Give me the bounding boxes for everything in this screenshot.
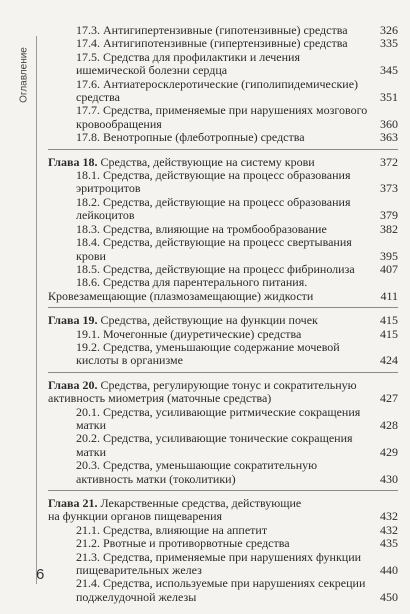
entry-text: 17.4. Антигипотензивные (гипертензивные) средства [76,36,348,51]
entry-page-number: 424 [380,353,398,368]
entry-title [48,379,372,406]
entry-text: 20.2. Средства, усиливающие тонические сокращения [76,431,353,446]
toc-section-entry[interactable] [48,432,398,459]
entry-title [48,78,372,105]
entry-title-line [76,577,372,590]
entry-page-number: 379 [380,208,398,223]
toc-section-entry[interactable] [48,236,398,263]
toc-section-entry[interactable] [48,51,398,78]
entry-title [48,131,372,144]
toc-section-entry[interactable] [48,524,398,537]
entry-text: 21.3. Средства, применяемые при нарушениях функции [76,549,362,564]
toc-group [48,314,398,373]
entry-title-line [76,276,372,289]
entry-title-line [76,209,372,222]
toc-group [48,379,398,491]
entry-title-line [48,314,372,327]
entry-title-line [76,118,372,131]
entry-title-line [76,341,372,354]
entry-page-number: 373 [380,181,398,196]
entry-title [48,276,372,289]
entry-title-line [48,497,372,510]
entry-title [48,37,372,50]
entry-title-line [48,156,372,169]
entry-page-number: 435 [380,536,398,551]
entry-title-line [76,537,372,550]
entry-page-number: 411 [380,288,398,303]
entry-page-number: 415 [380,326,398,341]
toc-section-entry[interactable] [48,223,398,236]
entry-title [48,459,372,486]
toc-chapter-entry[interactable] [48,156,398,169]
entry-title [48,497,372,524]
entry-page-number: 440 [380,563,398,578]
entry-title-line [48,379,372,392]
entry-text: 18.3. Средства, влияющие на тромбообразование [76,221,327,236]
entry-page-number: 415 [380,313,398,328]
toc-chapter-entry[interactable] [48,379,398,406]
toc-section-entry[interactable] [48,341,398,368]
chapter-label: Глава 20. [48,377,98,392]
chapter-label: Глава 18. [48,154,98,169]
toc-section-entry[interactable] [48,537,398,550]
entry-text: средства [76,90,121,105]
entry-title [48,156,372,169]
toc-section-entry[interactable] [48,24,398,37]
entry-title-line [76,51,372,64]
entry-title [48,169,372,196]
entry-title-line [76,564,372,577]
toc-section-entry[interactable] [48,131,398,144]
entry-text: поджелудочной железы [76,589,197,604]
entry-title-line [76,432,372,445]
toc-section-entry[interactable] [48,577,398,604]
entry-text: 18.5. Средства, действующие на процесс фибринолиза [76,261,355,276]
entry-title-line [76,591,372,604]
entry-text: 20.3. Средства, уменьшающие сократительную [76,458,318,473]
table-of-contents [48,24,398,614]
entry-text: ишемической болезни сердца [76,63,228,78]
entry-page-number: 428 [380,417,398,432]
entry-text: 21.1. Средства, влияющие на аппетит [76,522,268,537]
entry-title [48,341,372,368]
entry-text: 17.5. Средства для профилактики и лечения [76,49,300,64]
toc-section-entry[interactable] [48,459,398,486]
entry-title-line [76,328,372,341]
entry-title [48,24,372,37]
entry-text: лейкоцитов [76,208,135,223]
entry-text: матки [76,444,107,459]
entry-title-line [76,250,372,263]
entry-title-line [76,24,372,37]
entry-title-line [76,354,372,367]
toc-section-entry[interactable] [48,169,398,196]
entry-page-number: 372 [380,154,398,169]
entry-page-number: 395 [380,248,398,263]
toc-section-entry[interactable] [48,406,398,433]
toc-section-entry[interactable] [48,551,398,578]
entry-title-line [48,510,372,523]
entry-title [48,51,372,78]
entry-text: 18.1. Средства, действующие на процесс образования [76,168,351,183]
entry-title [48,104,372,131]
entry-title-line [48,290,372,303]
entry-title [48,551,372,578]
entry-text: активность миометрия (маточные средства) [48,391,272,406]
entry-text: матки [76,417,107,432]
entry-title [48,290,372,303]
entry-page-number: 429 [380,444,398,459]
entry-title-line [76,78,372,91]
toc-section-entry[interactable] [48,263,398,276]
entry-title [48,524,372,537]
entry-title-line [76,263,372,276]
entry-title-line [76,223,372,236]
entry-title [48,406,372,433]
side-tab-label: Оглавление [18,47,30,103]
entry-page-number: 345 [380,63,398,78]
entry-title-line [76,104,372,117]
entry-text: активность матки (токолитики) [76,471,236,486]
entry-title-line [76,182,372,195]
toc-section-entry[interactable] [48,78,398,105]
entry-text: пищеварительных желез [76,563,202,578]
entry-text: Лекарственные средства, действующие [100,496,302,510]
entry-title-line [76,446,372,459]
entry-text: крови [76,248,106,263]
entry-page-number: 335 [380,36,398,51]
entry-text: на функции органов пищеварения [48,509,223,524]
entry-text: кислоты в организме [76,353,183,368]
entry-page-number: 427 [380,391,398,406]
entry-title-line [76,236,372,249]
entry-text: 17.8. Венотропные (флеботропные) средства [76,130,305,145]
entry-page-number: 351 [380,90,398,105]
toc-group [48,156,398,308]
entry-title [48,328,372,341]
entry-text: кровообращения [76,116,162,131]
entry-text: Средства, регулирующие тонус и сократительную [100,377,357,392]
entry-title-line [76,406,372,419]
toc-section-entry[interactable] [48,276,398,289]
entry-text: 18.2. Средства, действующие на процесс образования [76,194,351,209]
toc-group [48,497,398,608]
entry-page-number: 432 [380,522,398,537]
entry-title [48,314,372,327]
entry-text: 19.1. Мочегонные (диуретические) средства [76,326,302,341]
entry-title [48,236,372,263]
entry-text: 19.2. Средства, уменьшающие содержание мочевой [76,339,340,354]
entry-title [48,577,372,604]
entry-text: 17.7. Средства, применяемые при нарушениях мозгового [76,103,368,118]
entry-text: Средства, действующие на систему крови [100,154,315,169]
page-number: 6 [36,566,45,583]
entry-page-number: 382 [380,221,398,236]
entry-title [48,196,372,223]
entry-title [48,537,372,550]
entry-page-number: 326 [380,23,398,37]
entry-title-line [76,37,372,50]
entry-text: 21.4. Средства, используемые при нарушениях секреции [76,576,366,591]
section-side-tab [14,40,34,110]
toc-section-entry[interactable] [48,37,398,50]
entry-text: Кровезамещающие (плазмозамещающие) жидкости [48,288,314,303]
entry-title-line [76,419,372,432]
entry-title-line [48,392,372,405]
entry-page-number: 430 [380,471,398,486]
toc-chapter-entry[interactable] [48,290,398,303]
entry-title-line [76,196,372,209]
entry-title-line [76,551,372,564]
entry-text: 17.3. Антигипертензивные (гипотензивные) средства [76,23,348,37]
entry-title-line [76,524,372,537]
entry-text: Средства, действующие на функции почек [100,313,318,328]
entry-text: 18.6. Средства для парентерального питания. [76,275,308,290]
margin-rule [36,36,37,584]
chapter-label: Глава 21. [48,496,98,510]
entry-title [48,223,372,236]
toc-section-entry[interactable] [48,196,398,223]
entry-title [48,263,372,276]
entry-page-number: 363 [380,130,398,145]
entry-text: 21.2. Рвотные и противорвотные средства [76,536,290,551]
entry-title-line [76,131,372,144]
entry-title-line [76,64,372,77]
entry-page-number: 450 [380,589,398,604]
toc-group [48,24,398,150]
entry-page-number: 360 [380,116,398,131]
entry-text: 20.1. Средства, усиливающие ритмические сокращения [76,404,361,419]
entry-title-line [76,91,372,104]
entry-text: эритроцитов [76,181,141,196]
toc-chapter-entry[interactable] [48,314,398,327]
entry-text: 17.6. Антиатеросклеротические (гиполипидемические) [76,76,359,91]
toc-section-entry[interactable] [48,328,398,341]
toc-chapter-entry[interactable] [48,497,398,524]
entry-title [48,432,372,459]
entry-title-line [76,169,372,182]
entry-page-number: 432 [380,509,398,524]
entry-title-line [76,473,372,486]
chapter-label: Глава 19. [48,313,98,328]
entry-page-number: 407 [380,261,398,276]
entry-text: 18.4. Средства, действующие на процесс свертывания [76,235,352,250]
entry-title-line [76,459,372,472]
toc-section-entry[interactable] [48,104,398,131]
